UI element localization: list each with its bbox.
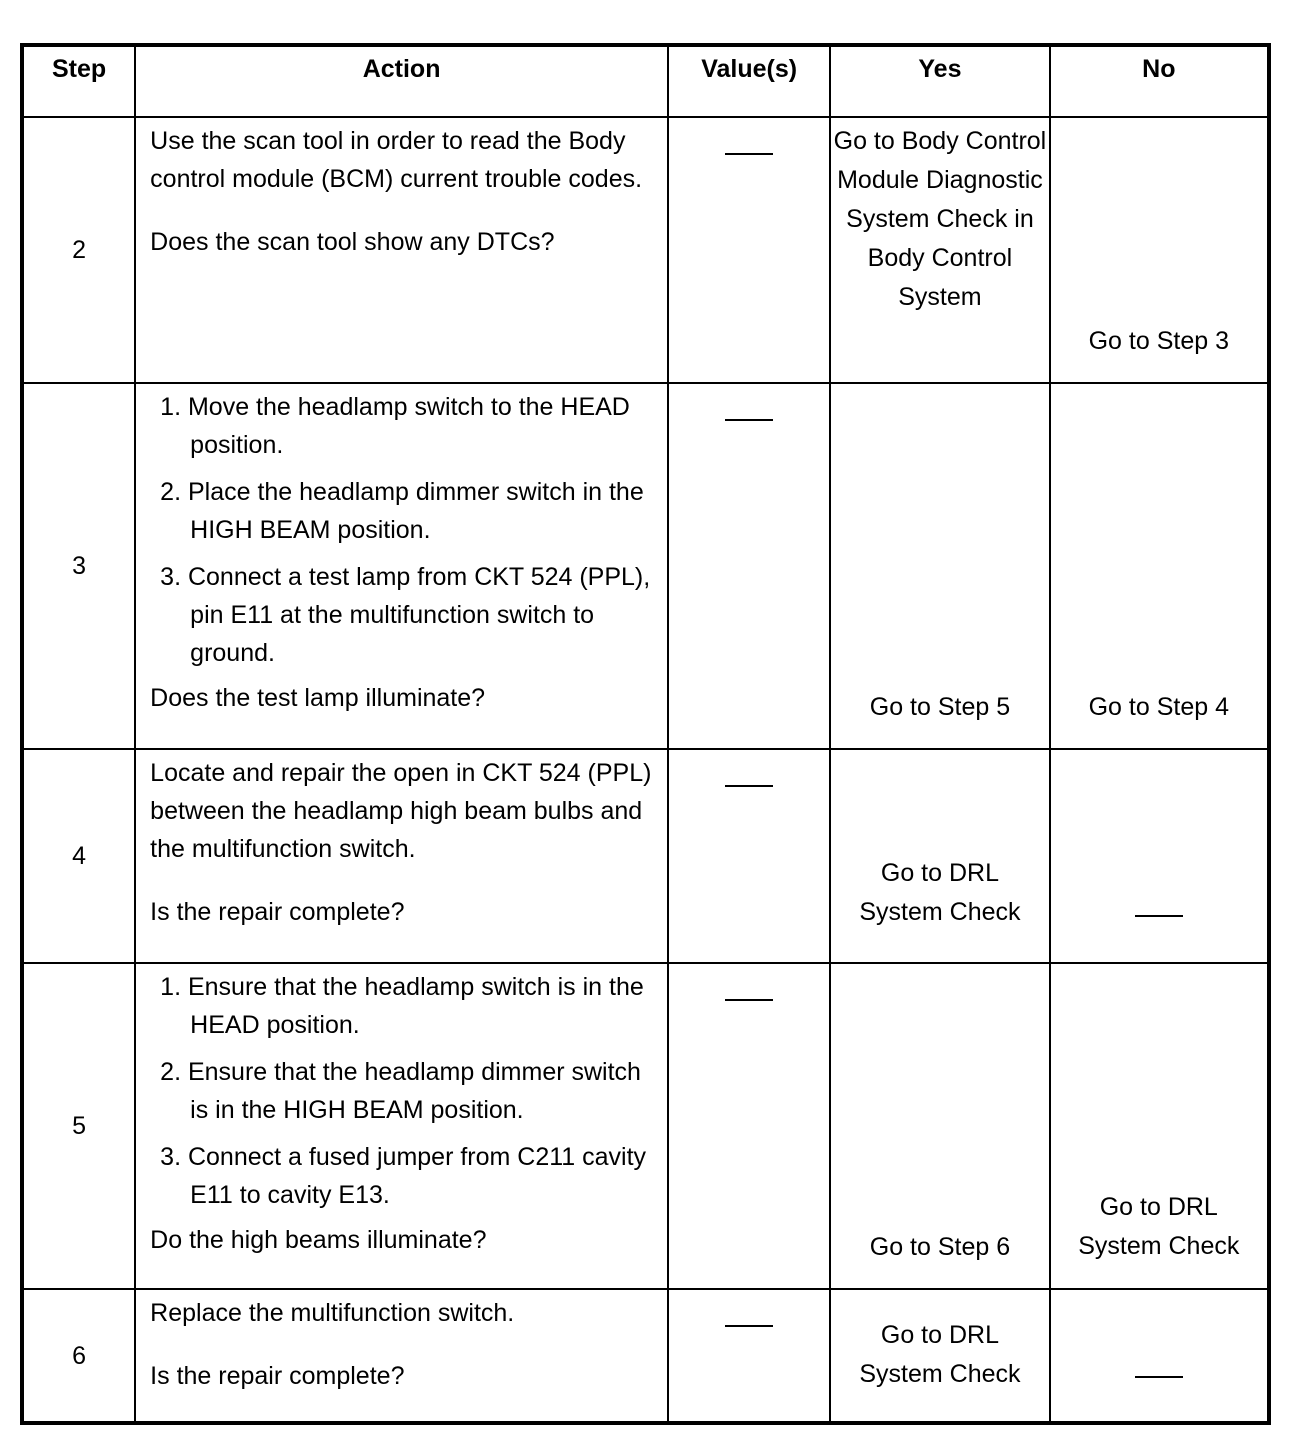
value-dash bbox=[725, 785, 773, 787]
value-dash bbox=[725, 419, 773, 421]
step-number: 4 bbox=[22, 749, 135, 963]
step-number: 2 bbox=[22, 117, 135, 383]
action-list-item: 1. Move the headlamp switch to the HEAD position. bbox=[160, 393, 630, 459]
value-cell bbox=[668, 963, 830, 1289]
value-cell bbox=[668, 749, 830, 963]
yes-cell bbox=[830, 383, 1049, 749]
action-text: Replace the multifunction switch. bbox=[150, 1299, 515, 1327]
yes-text: Go to Body Control Module Diagnostic System Check in Body Control System bbox=[833, 127, 1047, 311]
yes-text: Go to DRL System Check bbox=[859, 859, 1021, 926]
table-row bbox=[22, 963, 1269, 1289]
no-cell bbox=[1050, 963, 1269, 1289]
table-row bbox=[22, 383, 1269, 749]
table-row bbox=[22, 1289, 1269, 1423]
action-list bbox=[150, 968, 657, 1214]
action-list-item: 2. Place the headlamp dimmer switch in the HIGH BEAM position. bbox=[160, 478, 644, 544]
header-no: No bbox=[1050, 45, 1269, 117]
action-question: Do the high beams illuminate? bbox=[150, 1226, 487, 1254]
action-cell bbox=[135, 1289, 668, 1423]
no-text: Go to DRL System Check bbox=[1078, 1193, 1240, 1260]
action-question: Is the repair complete? bbox=[150, 898, 405, 926]
step-number: 3 bbox=[22, 383, 135, 749]
no-cell bbox=[1050, 383, 1269, 749]
step-number: 5 bbox=[22, 963, 135, 1289]
action-cell bbox=[135, 963, 668, 1289]
table-row bbox=[22, 117, 1269, 383]
no-text: Go to Step 4 bbox=[1088, 693, 1229, 721]
action-list-item: 1. Ensure that the headlamp switch is in the HEAD position. bbox=[160, 973, 644, 1039]
yes-text: Go to DRL System Check bbox=[859, 1321, 1021, 1388]
action-cell bbox=[135, 117, 668, 383]
value-cell bbox=[668, 1289, 830, 1423]
action-cell bbox=[135, 383, 668, 749]
action-question: Does the scan tool show any DTCs? bbox=[150, 228, 555, 256]
value-dash bbox=[725, 999, 773, 1001]
action-text: Locate and repair the open in CKT 524 (PPL) between the headlamp high beam bulbs and the multifunction switch. bbox=[150, 759, 652, 863]
header-values: Value(s) bbox=[668, 45, 830, 117]
yes-cell bbox=[830, 117, 1049, 383]
action-text: Use the scan tool in order to read the Body control module (BCM) current trouble codes. bbox=[150, 127, 643, 193]
value-cell bbox=[668, 117, 830, 383]
no-cell bbox=[1050, 749, 1269, 963]
action-list-item: 2. Ensure that the headlamp dimmer switch is in the HIGH BEAM position. bbox=[160, 1058, 641, 1124]
yes-text: Go to Step 5 bbox=[869, 693, 1011, 721]
no-dash bbox=[1135, 1376, 1183, 1378]
no-cell bbox=[1050, 117, 1269, 383]
action-list-item: 3. Connect a test lamp from CKT 524 (PPL), pin E11 at the multifunction switch to ground. bbox=[160, 563, 651, 667]
action-question: Is the repair complete? bbox=[150, 1362, 405, 1390]
no-cell bbox=[1050, 1289, 1269, 1423]
value-dash bbox=[725, 153, 773, 155]
yes-cell bbox=[830, 1289, 1049, 1423]
yes-cell bbox=[830, 749, 1049, 963]
action-cell bbox=[135, 749, 668, 963]
table-row bbox=[22, 749, 1269, 963]
header-row bbox=[22, 45, 1269, 117]
value-dash bbox=[725, 1325, 773, 1327]
action-list-item: 3. Connect a fused jumper from C211 cavity E11 to cavity E13. bbox=[160, 1143, 647, 1209]
yes-cell bbox=[830, 963, 1049, 1289]
action-question: Does the test lamp illuminate? bbox=[150, 684, 486, 712]
step-number: 6 bbox=[22, 1289, 135, 1423]
value-cell bbox=[668, 383, 830, 749]
header-action: Action bbox=[135, 45, 668, 117]
no-dash bbox=[1135, 915, 1183, 917]
no-text: Go to Step 3 bbox=[1088, 327, 1229, 355]
yes-text: Go to Step 6 bbox=[869, 1233, 1011, 1261]
header-yes: Yes bbox=[830, 45, 1049, 117]
header-step: Step bbox=[22, 45, 135, 117]
action-list bbox=[150, 388, 657, 672]
diagnostic-table bbox=[20, 43, 1271, 1425]
